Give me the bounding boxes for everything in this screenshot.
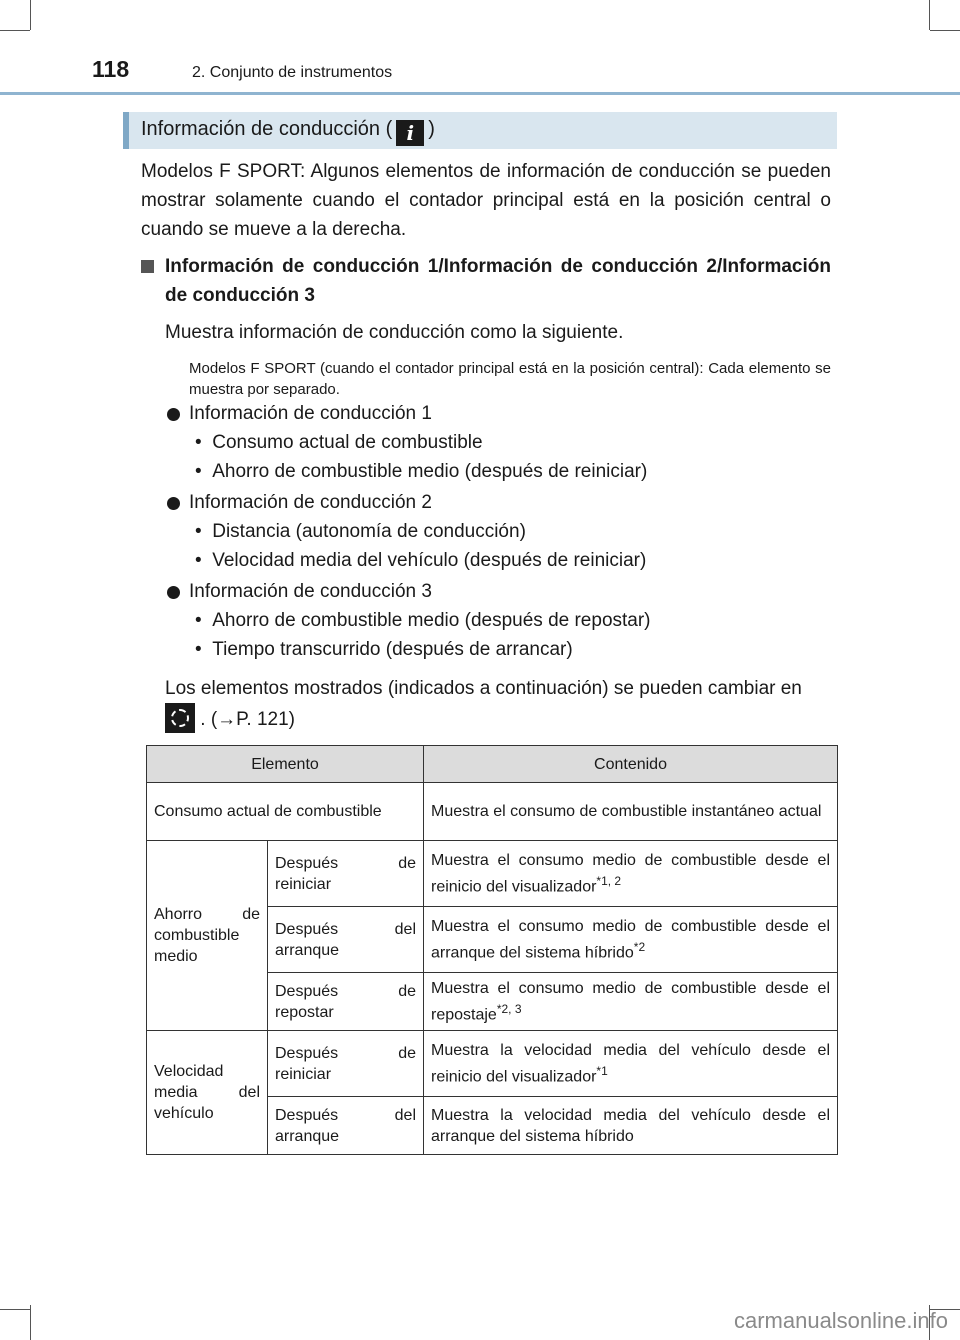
table-cell: Después del arranque — [268, 907, 424, 973]
footnote-ref: *2, 3 — [496, 1001, 522, 1016]
footnote-ref: *2 — [633, 939, 646, 954]
settings-gear-icon — [165, 703, 195, 733]
table-row — [147, 1031, 838, 1097]
list-item: • Ahorro de combustible medio (después de reiniciar) — [195, 461, 648, 482]
table-cell: Consumo actual de combustible — [147, 783, 424, 841]
table-row — [147, 783, 838, 841]
list-item: • Consumo actual de combustible — [195, 432, 483, 453]
group-label: Información de conducción 3 — [189, 581, 432, 602]
table-row — [147, 841, 838, 907]
list-item: • Distancia (autonomía de conducción) — [195, 521, 526, 542]
bullet-icon — [167, 497, 180, 510]
table-cell — [424, 973, 838, 1031]
cell-text: Muestra el consumo medio de combustible desde el reinicio del visualizador — [431, 851, 830, 896]
intro-paragraph: Modelos F SPORT: Algunos elementos de información de conducción se pueden mostrar solamente cuando el contador principal está en la posición central o cuando se mueve a la derecha. — [141, 161, 831, 240]
crop-mark — [929, 0, 930, 30]
page-reference-link[interactable]: . (→P. 121) — [200, 709, 295, 730]
cell-text: Muestra la velocidad media del vehículo desde el reinicio del visualizador — [431, 1041, 830, 1086]
page-number: 118 — [92, 56, 130, 82]
list-item: • Ahorro de combustible medio (después de repostar) — [195, 610, 651, 631]
table-cell: Después de repostar — [268, 973, 424, 1031]
table-cell: Después del arranque — [268, 1097, 424, 1155]
watermark: carmanualsonline.info — [733, 1308, 948, 1333]
chapter-title: 2. Conjunto de instrumentos — [192, 64, 393, 81]
subsection-description: Muestra información de conducción como la siguiente. — [165, 322, 624, 343]
footnote-ref: *1, 2 — [596, 873, 622, 888]
group-label: Información de conducción 2 — [189, 492, 432, 513]
list-item: • Velocidad media del vehículo (después de reiniciar) — [195, 550, 647, 571]
subsection-title — [141, 252, 831, 310]
cell-text: Muestra el consumo medio de combustible desde el arranque del sistema híbrido — [431, 917, 830, 962]
info-icon: i — [396, 120, 424, 146]
table-cell: Muestra la velocidad media del vehículo desde el arranque del sistema híbrido — [424, 1097, 838, 1155]
change-paragraph — [165, 674, 831, 734]
square-bullet-icon — [141, 260, 154, 273]
crop-mark — [0, 1309, 30, 1310]
fsport-note: Modelos F SPORT (cuando el contador principal está en la posición central): Cada elemento se muestra por separado. — [189, 360, 831, 398]
table-cell — [424, 841, 838, 907]
section-title — [141, 118, 435, 146]
table-header: Elemento — [147, 746, 424, 783]
list-item-text: Ahorro de combustible medio (después de reiniciar) — [212, 461, 648, 482]
change-text: Los elementos mostrados (indicados a continuación) se pueden cambiar en — [165, 678, 802, 699]
bullet-icon — [167, 408, 180, 421]
list-item-text: Ahorro de combustible medio (después de repostar) — [212, 610, 651, 631]
list-item-text: Velocidad media del vehículo (después de reiniciar) — [212, 550, 647, 571]
header-rule — [0, 92, 960, 95]
table-cell: Después de reiniciar — [268, 841, 424, 907]
section-header — [123, 112, 837, 149]
group-label: Información de conducción 1 — [189, 403, 432, 424]
footnote-ref: *1 — [596, 1063, 608, 1078]
table-cell — [424, 907, 838, 973]
list-item: • Tiempo transcurrido (después de arrancar) — [195, 639, 573, 660]
bullet-icon — [167, 586, 180, 599]
subsection-title-text: Información de conducción 1/Información de conducción 2/Información de conducción 3 — [165, 256, 831, 306]
crop-mark — [0, 30, 30, 31]
list-item-text: Consumo actual de combustible — [212, 432, 483, 453]
list-item-text: Tiempo transcurrido (después de arrancar) — [212, 639, 573, 660]
table-cell: Ahorro de combustible medio — [147, 841, 268, 1031]
crop-mark — [30, 0, 31, 30]
table-cell: Después de reiniciar — [268, 1031, 424, 1097]
crop-mark — [930, 30, 960, 31]
table-header: Contenido — [424, 746, 838, 783]
section-title-text: Información de conducción ( — [141, 118, 393, 140]
table-cell — [424, 1031, 838, 1097]
table-cell: Velocidad media del vehículo — [147, 1031, 268, 1155]
table-header-row — [147, 746, 838, 783]
info-table — [146, 745, 838, 1155]
cell-text: Muestra el consumo medio de combustible desde el repostaje — [431, 979, 830, 1024]
table-cell: Muestra el consumo de combustible instantáneo actual — [424, 783, 838, 841]
crop-mark — [30, 1305, 31, 1340]
section-title-close: ) — [428, 118, 435, 140]
list-item-text: Distancia (autonomía de conducción) — [212, 521, 526, 542]
